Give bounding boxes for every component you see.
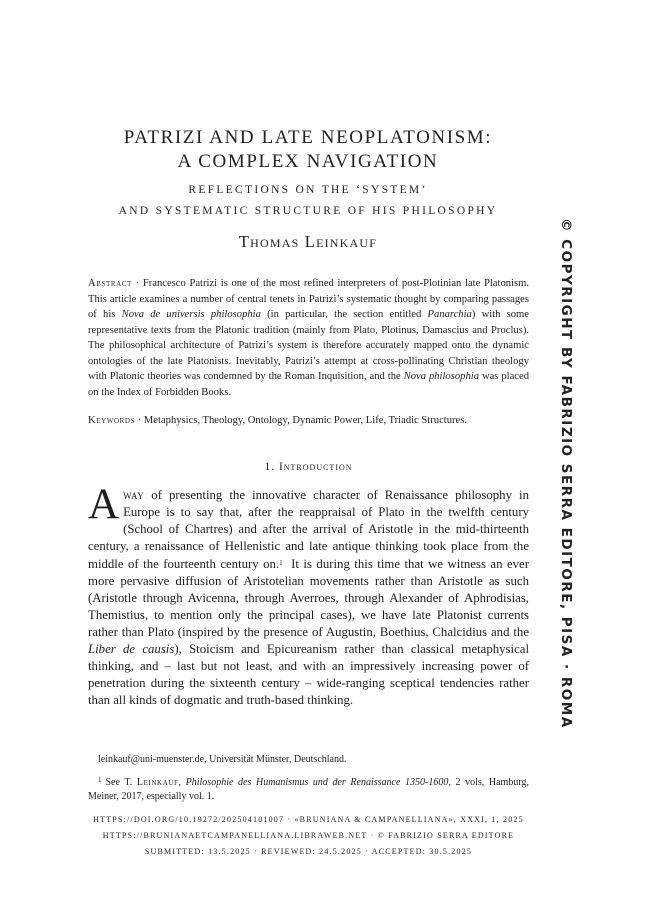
abstract-text-2: (in particular, the section entitled (260, 309, 428, 320)
author-name (88, 232, 528, 252)
footnote-1-post: , 2 vols, Hamburg, Meiner, 2017, especially vol. 1. (88, 776, 529, 802)
author-first-rest: homas (250, 232, 300, 251)
body-lead-word: way (123, 488, 145, 502)
footnote-1-number: 1 (98, 775, 102, 784)
abstract-italic-3: Nova philosophia (403, 371, 479, 382)
abstract (88, 276, 529, 400)
copyright-notice: © COPYRIGHT BY FABRIZIO SERRA EDITORE, PISA · ROMA (558, 218, 574, 729)
body-text-3: ), Stoicism and Epicureanism rather than classical metaphysical thinking, and – last but not least, and with an impressively increasing power of penetration during the sixteenth century – wide-ranging sceptical tendencies rather than all kinds of dogmatic and truth-based thinking. (88, 642, 530, 707)
footnote-1-author: Leinkauf (136, 776, 179, 788)
article-subtitle-line-1: REFLECTIONS ON THE ‘SYSTEM’ (188, 184, 428, 196)
section-heading: 1. Introduction (264, 461, 353, 473)
abstract-text-1: Francesco Patrizi is one of the most refined interpreters of post-Plotinian late Platonism. This article examines a number of central tenets in Patrizi’s systematic thought by comparing passages of his (88, 278, 530, 320)
abstract-label: Abstract (88, 278, 132, 289)
article-title-line-2: A COMPLEX NAVIGATION (177, 151, 439, 172)
article-subtitle-line-2: AND SYSTEMATIC STRUCTURE OF HIS PHILOSOPHY (118, 205, 498, 217)
footnotes (88, 753, 529, 805)
body-text-2: It is during this time that we witness an ever more pervasive diffusion of Aristotelian movements rather than Aristotle as such (Aristotle through Avicenna, through Averroes, through Alexander of Aphrodisias, Themistius, to mention only the principal cases), we have late Platonist currents rather than Plato (inspired by the presence of Augustin, Boethius, Chalcidius and the (88, 557, 529, 639)
footnote-1-pre: See T. (105, 776, 137, 788)
keywords (88, 413, 529, 429)
body-text (88, 481, 530, 709)
author-affiliation-note: leinkauf@uni-muenster.de, Universität Münster, Deutschland. (98, 754, 347, 765)
submission-dates-line: SUBMITTED: 13.5.2025 · REVIEWED: 24.5.2025 · ACCEPTED: 30.5.2025 (144, 847, 473, 856)
body-italic: Liber de causis (88, 642, 175, 656)
keywords-separator: · (135, 415, 144, 426)
drop-cap: A (88, 481, 120, 528)
keywords-label: Keywords (88, 415, 136, 426)
doi-line[interactable]: HTTPS://DOI.ORG/10.19272/202504101007 · «BRUNIANA & CAMPANELLIANA», XXXI, 1, 2025 (93, 815, 524, 824)
footnote-1 (88, 773, 529, 805)
footnote-1-title: Philosophie des Humanismus und der Renaissance 1350-1600 (185, 776, 449, 788)
author-last-rest: einkauf (316, 232, 378, 251)
author-last-initial: L (304, 232, 317, 251)
abstract-italic-2: Panarchia (427, 309, 472, 320)
abstract-italic-1: Nova de universis philosophia (121, 309, 261, 320)
footnote-1-sep: , (178, 776, 186, 788)
keywords-text: Metaphysics, Theology, Ontology, Dynamic Power, Life, Triadic Structures. (143, 415, 468, 426)
article-title-line-1: PATRIZI AND LATE NEOPLATONISM: (123, 127, 493, 148)
abstract-text-3: ) with some representative texts from the Platonic tradition (mainly from Plato, Plotinus, Damascius and Proclus). The philosophical architecture of Patrizi’s system is therefore accurately mapped onto the dynamic ontologies of the late Platonists. Inevitably, Patrizi’s attempt at cross-pollinating Christian theology with Platonic theories was condemned by the Roman Inquisition, and the (88, 309, 529, 382)
body-text-1: of presenting the innovative character of Renaissance philosophy in Europe is to say that, after the reappraisal of Plato in the twelfth century (School of Chartres) and after the arrival of Aristotle in the mid-thirteenth century, a renaissance of Hellenistic and late antique thinking took place from the middle of the fourteenth century on. (88, 488, 529, 571)
author-first-initial: T (238, 232, 251, 251)
footnote-reference[interactable]: 1 (279, 559, 283, 567)
journal-url-line[interactable]: HTTPS://BRUNIANAETCAMPANELLIANA.LIBRAWEB.NET · © FABRIZIO SERRA EDITORE (102, 831, 515, 840)
abstract-separator: · (131, 278, 143, 289)
abstract-text-4: was placed on the Index of Forbidden Books. (88, 371, 529, 398)
